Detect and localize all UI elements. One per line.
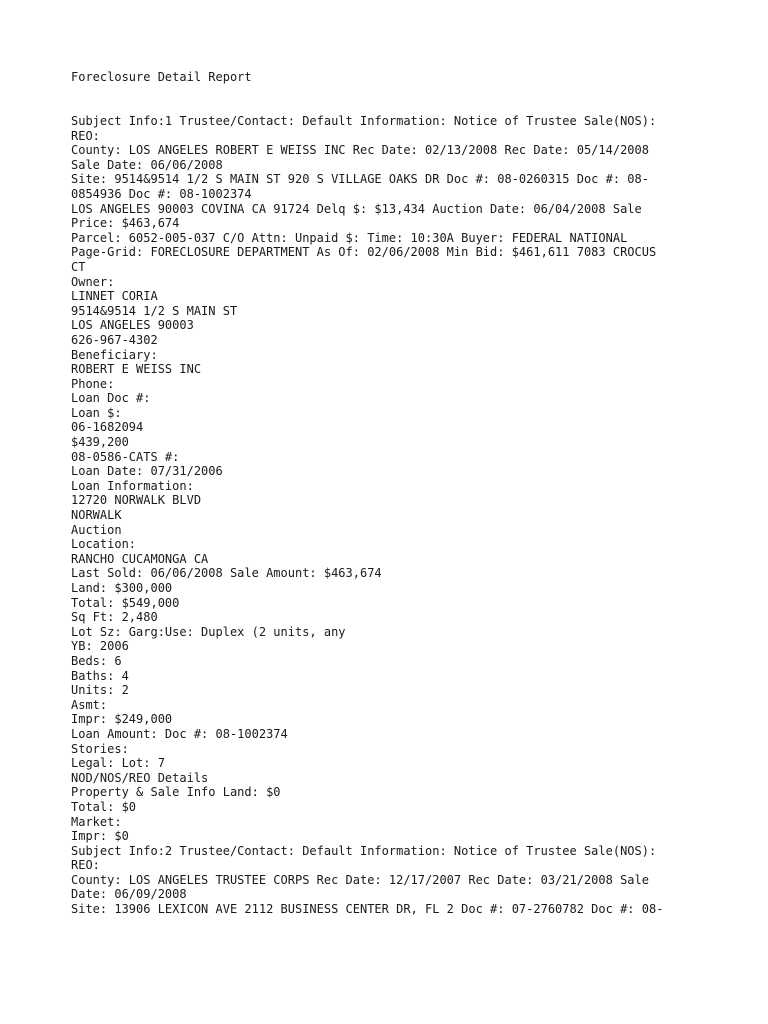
report-line: Location: [71,537,137,552]
report-line: Subject Info:2 Trustee/Contact: Default Information: Notice of Trustee Sale(NOS): [71,843,657,858]
report-line: Stories: [71,741,129,756]
report-line: Units: 2 [71,683,129,698]
report-line: Beds: 6 [71,653,122,668]
report-line: Phone: [71,376,115,391]
report-line: Total: $549,000 [71,595,180,610]
report-line: Site: 9514&9514 1/2 S MAIN ST 920 S VILLAGE OAKS DR Doc #: 08-0260315 Doc #: 08- [71,172,649,187]
report-body [71,114,731,917]
report-line: ROBERT E WEISS INC [71,362,202,377]
report-line: REO: [71,128,100,143]
report-line: 06-1682094 [71,420,144,435]
report-line: 12720 NORWALK BLVD [71,493,202,508]
report-line: Date: 06/09/2008 [71,887,187,902]
report-line: Site: 13906 LEXICON AVE 2112 BUSINESS CENTER DR, FL 2 Doc #: 07-2760782 Doc #: 08- [71,902,664,917]
report-page [71,69,731,917]
report-line: CT [71,259,86,274]
report-line: Loan Doc #: [71,391,151,406]
report-line: Beneficiary: [71,347,158,362]
report-line: Legal: Lot: 7 [71,756,165,771]
report-line: Property & Sale Info Land: $0 [71,785,281,800]
report-line: Owner: [71,274,115,289]
report-line: Loan Information: [71,478,194,493]
report-line: County: LOS ANGELES TRUSTEE CORPS Rec Date: 12/17/2007 Rec Date: 03/21/2008 Sale [71,872,649,887]
report-line: Lot Sz: Garg:Use: Duplex (2 units, any [71,624,346,639]
report-line: Parcel: 6052-005-037 C/O Attn: Unpaid $: Time: 10:30A Buyer: FEDERAL NATIONAL [71,230,628,245]
report-line: REO: [71,858,100,873]
report-line: RANCHO CUCAMONGA CA [71,551,209,566]
report-line: LOS ANGELES 90003 COVINA CA 91724 Delq $: $13,434 Auction Date: 06/04/2008 Sale [71,201,642,216]
report-line: Sq Ft: 2,480 [71,610,158,625]
report-line: Price: $463,674 [71,216,180,231]
report-line: 9514&9514 1/2 S MAIN ST [71,303,238,318]
report-line: LINNET CORIA [71,289,158,304]
report-line: Total: $0 [71,799,137,814]
report-line: Subject Info:1 Trustee/Contact: Default Information: Notice of Trustee Sale(NOS): [71,114,657,128]
report-line: 0854936 Doc #: 08-1002374 [71,186,252,201]
report-line: Loan Amount: Doc #: 08-1002374 [71,726,288,741]
report-line: County: LOS ANGELES ROBERT E WEISS INC Rec Date: 02/13/2008 Rec Date: 05/14/2008 [71,143,649,158]
report-line: LOS ANGELES 90003 [71,318,194,333]
report-line: Land: $300,000 [71,581,173,595]
report-title: Foreclosure Detail Report [71,70,252,84]
report-line: 08-0586-CATS #: [71,449,180,464]
report-line: $439,200 [71,435,129,450]
report-line: Baths: 4 [71,668,129,683]
report-line: Loan Date: 07/31/2006 [71,464,223,479]
report-line: 626-967-4302 [71,332,158,347]
report-line: Impr: $249,000 [71,712,173,727]
report-line: Auction [71,522,122,537]
report-line: NOD/NOS/REO Details [71,770,209,785]
report-line: Last Sold: 06/06/2008 Sale Amount: $463,674 [71,566,382,581]
report-line: Page-Grid: FORECLOSURE DEPARTMENT As Of: 02/06/2008 Min Bid: $461,611 7083 CROCUS [71,245,657,260]
report-line: NORWALK [71,508,122,523]
title-spacer [71,85,731,114]
report-line: Loan $: [71,405,122,420]
report-line: Impr: $0 [71,829,129,844]
report-line: Market: [71,814,122,829]
report-line: Asmt: [71,697,108,712]
report-line: YB: 2006 [71,639,129,654]
report-line: Sale Date: 06/06/2008 [71,157,223,172]
